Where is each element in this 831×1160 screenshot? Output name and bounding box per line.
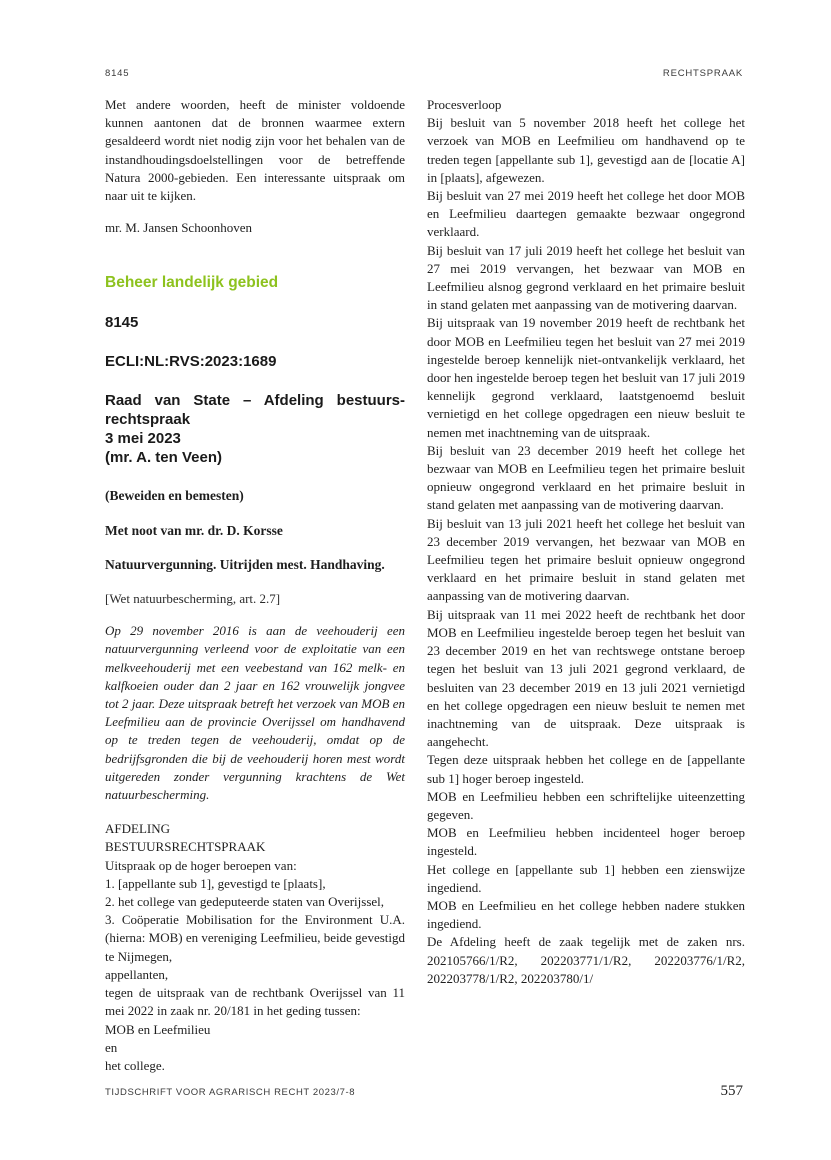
parties-line: het college. xyxy=(105,1057,165,1073)
procesverloop-paragraph: Bij besluit van 27 mei 2019 heeft het college het door MOB en Leefmilieu daartegen gemaakte bezwaar ongegrond verklaard. xyxy=(427,188,745,240)
page-footer xyxy=(105,1083,743,1100)
parties-line: tegen de uitspraak van de rechtbank Overijssel van 11 mei 2022 in zaak nr. 20/181 in het geding tussen: xyxy=(105,985,405,1019)
parties-line: en xyxy=(105,1039,118,1055)
procesverloop-paragraph: Bij besluit van 17 juli 2019 heeft het college het besluit van 27 mei 2019 vervangen, het bezwaar van MOB en Leefmilieu alsnog gegrond verklaard en het primaire besluit in stand gelaten met aanpassing van de motivering daarvan. xyxy=(427,242,745,313)
procesverloop-paragraph: Bij uitspraak van 11 mei 2022 heeft de rechtbank het door MOB en Leefmilieu ingestelde beroep tegen het besluit van 23 december 2019 en het van rechtswege ontstane beroep tegen het besluit van 13 juli 2021 gegrond verklaard, de besluiten van 23 december 2019 en 13 juli 2021 vernietigd en het college opgedragen een nieuw besluit te nemen met inachtneming van de uitspraak. Deze uitspraak is aangehecht. xyxy=(427,606,745,750)
procesverloop-paragraph: De Afdeling heeft de zaak tegelijk met de zaken nrs. 202105766/1/R2, 202203771/1/R2, 202203776/1/R2, 202203778/1/R2, 202203780/1/ xyxy=(427,934,745,986)
parties-line: 1. [appellante sub 1], gevestigd te [plaats], xyxy=(105,875,326,891)
case-number: 8145 xyxy=(105,314,139,332)
procesverloop-heading: Procesverloop xyxy=(427,97,502,112)
left-column xyxy=(105,96,405,1075)
parties-line: BESTUURSRECHTSPRAAK xyxy=(105,839,266,855)
decision-date: 3 mei 2023 xyxy=(105,430,181,448)
procesverloop-paragraph: Bij besluit van 23 december 2019 heeft het college het bezwaar van MOB en Leefmilieu tegen het primaire besluit opnieuw ongegrond verklaard en het primaire besluit in stand gelaten met aanpassing van de motivering daarvan. xyxy=(427,442,745,513)
parties-line: Uitspraak op de hoger beroepen van: xyxy=(105,857,297,873)
parties-line: AFDELING xyxy=(105,821,170,837)
right-column xyxy=(427,96,745,988)
intro-paragraph: Met andere woorden, heeft de minister voldoende kunnen aantonen dat de bronnen waarmee extern gesaldeerd wordt niet nodig zijn voor het behalen van de instandhoudingsdoelstellingen voor de betreffende Natura 2000-gebieden. Een interessante uitspraak om naar uit te kijken. xyxy=(105,97,405,204)
journal-title-footer: TIJDSCHRIFT VOOR AGRARISCH RECHT 2023/7-8 xyxy=(105,1087,356,1098)
page-number: 557 xyxy=(720,1083,743,1099)
parties-line: MOB en Leefmilieu xyxy=(105,1021,211,1037)
annotation-credit: Met noot van mr. dr. D. Korsse xyxy=(105,522,283,538)
parties-line: 2. het college van gedeputeerde staten van Overijssel, xyxy=(105,894,385,910)
procesverloop-paragraph: MOB en Leefmilieu hebben een schriftelijke uiteenzetting gegeven. xyxy=(427,788,745,822)
parties-block xyxy=(105,820,405,1075)
court-name: Raad van State – Afdeling bestuursrechtspraak xyxy=(105,392,405,429)
procesverloop-paragraphs xyxy=(427,114,745,988)
section-heading: Beheer landelijk gebied xyxy=(105,274,279,292)
parties-line: 3. Coöperatie Mobilisation for the Environment U.A. (hierna: MOB) en vereniging Leefmilieu, beide gevestigd te Nijmegen, xyxy=(105,912,405,964)
two-column-body xyxy=(105,96,745,1075)
statute-reference: [Wet natuurbescherming, art. 2.7] xyxy=(105,591,281,607)
procesverloop-paragraph: Bij besluit van 13 juli 2021 heeft het college het besluit van 23 december 2019 vervangen, het bezwaar van MOB en Leefmilieu tegen het primaire besluit opnieuw ongegrond verklaard en het primaire besluit in stand gelaten met aanpassing van de motivering daarvan. xyxy=(427,515,745,604)
running-head xyxy=(105,68,743,79)
procesverloop-paragraph: Bij uitspraak van 19 november 2019 heeft de rechtbank het door MOB en Leefmilieu tegen het besluit van 27 mei 2019 ingestelde beroep kennelijk niet-ontvankelijk verklaard, het door hen ingestelde beroep tegen het besluit van 17 juli 2019 kennelijk gegrond verklaard, laatstgenoemd besluit vernietigd en het college opgedragen een nieuw besluit te nemen met inachtneming van de uitspraak. xyxy=(427,315,745,440)
judge-name: (mr. A. ten Veen) xyxy=(105,449,222,467)
running-head-section-title: RECHTSPRAAK xyxy=(662,68,743,79)
author-byline: mr. M. Jansen Schoonhoven xyxy=(105,220,252,236)
procesverloop-paragraph: Tegen deze uitspraak hebben het college en de [appellante sub 1] hoger beroep ingesteld. xyxy=(427,752,745,786)
procesverloop-paragraph: MOB en Leefmilieu en het college hebben nadere stukken ingediend. xyxy=(427,897,745,932)
procesverloop-paragraph: Bij besluit van 5 november 2018 heeft het college het verzoek van MOB en Leefmilieu om handhavend op te treden tegen [appellante sub 1], gevestigd aan de [locatie A] in [plaats], afgewezen. xyxy=(427,115,745,185)
ecli-number: ECLI:NL:RVS:2023:1689 xyxy=(105,353,277,371)
parties-line: appellanten, xyxy=(105,966,169,982)
court-block xyxy=(105,391,405,467)
case-summary: Op 29 november 2016 is aan de veehouderij een natuurvergunning verleend voor de exploitatie van een melkveehouderij met een veebestand van 162 melk- en kalfkoeien ouder dan 2 jaar en 162 vrouwelijk jongvee tot 2 jaar. Deze uitspraak betreft het verzoek van MOB en Leefmilieu aan de provincie Overijssel om handhavend op te treden tegen de veehouderij, omdat op de bedrijfsgronden die bij de veehouderij horen mest wordt uitgereden zonder vergunning krachtens de Wet natuurbescherming. xyxy=(105,623,405,803)
case-subject: (Beweiden en bemesten) xyxy=(105,488,244,504)
procesverloop-paragraph: Het college en [appellante sub 1] hebben een zienswijze ingediend. xyxy=(427,861,745,895)
keywords: Natuurvergunning. Uitrijden mest. Handhaving. xyxy=(105,556,385,572)
procesverloop-paragraph: MOB en Leefmilieu hebben incidenteel hoger beroep ingesteld. xyxy=(427,825,745,859)
running-head-case-number: 8145 xyxy=(105,68,130,79)
